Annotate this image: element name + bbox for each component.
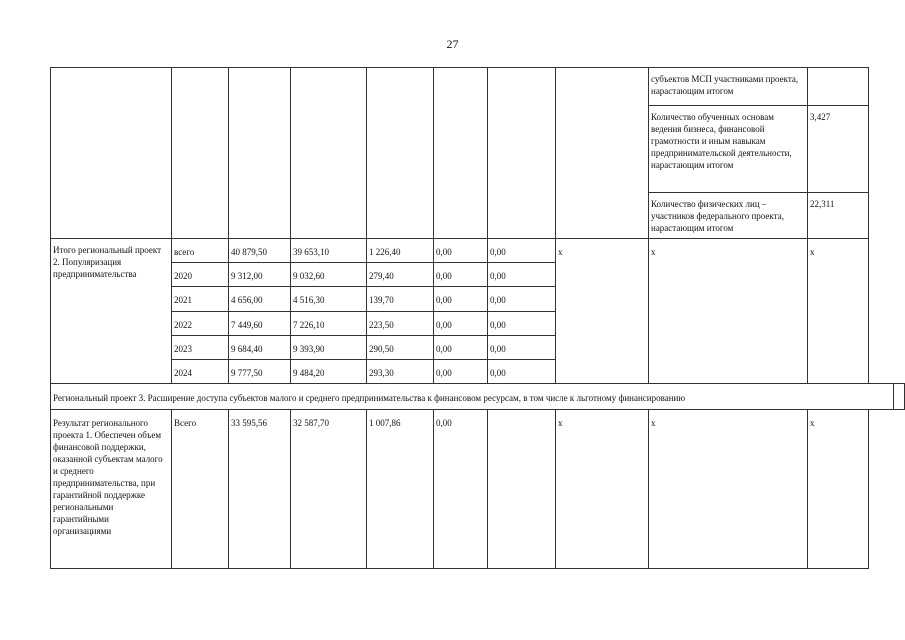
x-mark: x (558, 418, 563, 428)
table-rule-v (228, 67, 229, 384)
amount-federal: 39 653,10 (293, 247, 329, 257)
table-rule-v (50, 67, 51, 384)
indicator-label: субъектов МСП участниками проекта, нарастающим итогом (651, 74, 799, 96)
year-cell: 2020 (174, 271, 192, 281)
x-mark: x (651, 247, 656, 257)
table-rule-h (648, 105, 869, 106)
amount-municipal: 0,00 (436, 320, 452, 330)
amount-other: 0,00 (490, 271, 506, 281)
table-rule-v (171, 409, 172, 569)
amount-regional: 1 226,40 (369, 247, 401, 257)
year-cell: 2022 (174, 320, 192, 330)
amount-municipal: 0,00 (436, 271, 452, 281)
amount-federal: 9 393,90 (293, 344, 325, 354)
amount-municipal: 0,00 (436, 247, 452, 257)
year-cell: 2024 (174, 368, 192, 378)
x-mark: x (558, 247, 563, 257)
amount-total: 33 595,56 (231, 418, 267, 428)
table-rule-v (555, 67, 556, 384)
amount-federal: 7 226,10 (293, 320, 325, 330)
table-rule-v (433, 409, 434, 569)
indicator-label: Количество обученных основам ведения бизнеса, финансовой грамотности и иным навыкам предпринимательской деятельности, нарастающим итогом (651, 112, 792, 170)
table-rule-v (807, 409, 808, 569)
table-rule-h (648, 192, 869, 193)
table-rule-h (50, 67, 869, 68)
year-cell: всего (174, 247, 195, 257)
amount-federal: 9 484,20 (293, 368, 325, 378)
table-rule-h (50, 568, 869, 569)
project3-header: Региональный проект 3. Расширение доступа субъектов малого и среднего предпринимательства к финансовом ресурсам, в том числе к льготному финансированию (53, 393, 686, 403)
amount-municipal: 0,00 (436, 295, 452, 305)
amount-other: 0,00 (490, 295, 506, 305)
table-rule-v (487, 409, 488, 569)
amount-total: 9 777,50 (231, 368, 263, 378)
amount-federal: 9 032,60 (293, 271, 325, 281)
amount-regional: 139,70 (369, 295, 394, 305)
amount-other: 0,00 (490, 344, 506, 354)
project2-total-label: Итого региональный проект 2. Популяризация предпринимательства (53, 245, 162, 279)
amount-municipal: 0,00 (436, 368, 452, 378)
table-rule-v (290, 409, 291, 569)
x-mark: x (651, 418, 656, 428)
amount-regional: 293,30 (369, 368, 394, 378)
period-cell: Всего (174, 418, 197, 428)
amount-regional: 223,50 (369, 320, 394, 330)
amount-federal: 4 516,30 (293, 295, 325, 305)
table-rule-v (290, 67, 291, 384)
table-rule-h (50, 238, 869, 239)
table-rule-v (893, 383, 894, 410)
result1-label: Результат регионального проекта 1. Обеспечен объем финансовой поддержки, оказанной субъектам малого и среднего предпринимательства, при гарантийной поддержке региональными гарантийными организациями (53, 418, 163, 536)
table-rule-h (50, 383, 905, 384)
year-cell: 2021 (174, 295, 192, 305)
page-number: 27 (446, 37, 459, 51)
x-mark: x (810, 247, 815, 257)
table-rule-h (50, 409, 905, 410)
amount-total: 4 656,00 (231, 295, 263, 305)
table-rule-v (366, 409, 367, 569)
amount-regional: 290,50 (369, 344, 394, 354)
indicator-value: 22,311 (810, 199, 835, 209)
table-rule-v (648, 409, 649, 569)
amount-total: 40 879,50 (231, 247, 267, 257)
amount-other (487, 415, 555, 417)
amount-other: 0,00 (490, 320, 506, 330)
indicator-value: 3,427 (810, 112, 831, 122)
table-rule-v (366, 67, 367, 384)
amount-regional: 1 007,86 (369, 418, 401, 428)
amount-other: 0,00 (490, 368, 506, 378)
amount-municipal: 0,00 (436, 344, 452, 354)
amount-regional: 279,40 (369, 271, 394, 281)
table-rule-v (487, 67, 488, 384)
amount-total: 7 449,60 (231, 320, 263, 330)
table-rule-v (868, 409, 869, 569)
amount-federal: 32 587,70 (293, 418, 329, 428)
table-rule-v (228, 409, 229, 569)
table-rule-v (171, 67, 172, 384)
amount-other: 0,00 (490, 247, 506, 257)
table-rule-v (555, 409, 556, 569)
indicator-value (807, 71, 868, 73)
table-rule-v (868, 67, 869, 384)
x-mark: x (810, 418, 815, 428)
amount-total: 9 684,40 (231, 344, 263, 354)
indicator-label: Количество физических лиц – участников федерального проекта, нарастающим итогом (651, 199, 784, 233)
table-rule-v (433, 67, 434, 384)
amount-municipal: 0,00 (436, 418, 452, 428)
year-cell: 2023 (174, 344, 192, 354)
amount-total: 9 312,00 (231, 271, 263, 281)
